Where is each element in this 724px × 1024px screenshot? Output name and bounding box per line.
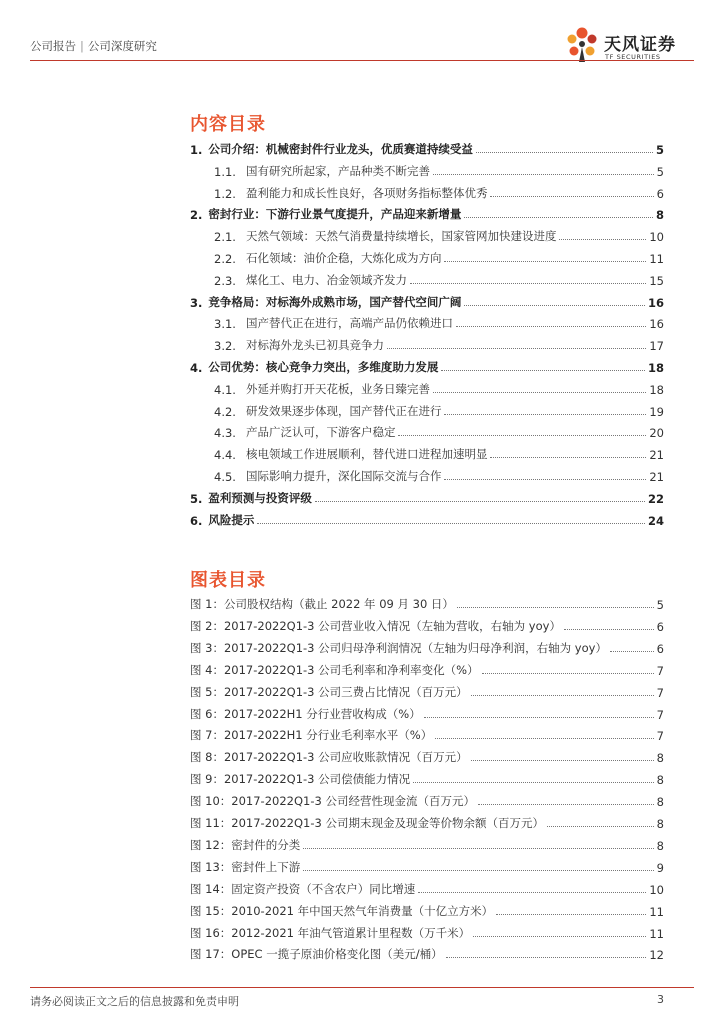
toc-leader-dots <box>410 283 646 284</box>
toc-leader-dots <box>315 501 645 502</box>
toc-leader-dots <box>433 174 654 175</box>
figure-entry[interactable] <box>190 723 664 743</box>
figure-entry[interactable] <box>190 658 664 678</box>
toc-entry-text: 国际影响力提升，深化国际交流与合作 <box>245 469 442 483</box>
figure-entry-page: 12 <box>649 948 664 963</box>
toc-entry-text: 外延并购打开天花板，业务日臻完善 <box>245 381 430 396</box>
figure-entry[interactable] <box>190 636 664 656</box>
toc-leader-dots <box>476 152 653 153</box>
toc-leader-dots <box>257 523 645 524</box>
figure-entry[interactable] <box>190 702 664 722</box>
figure-leader-dots <box>496 914 646 915</box>
toc-leader-dots <box>456 326 646 327</box>
toc-entry[interactable] <box>190 508 664 528</box>
figure-entry-text: 图 4：2017-2022Q1-3 公司毛利率和净利率变化（%） <box>190 662 479 677</box>
figure-entry-text: 图 13：密封件上下游 <box>190 859 301 874</box>
figure-leader-dots <box>610 651 654 652</box>
figure-entry-page: 8 <box>656 795 664 810</box>
figure-entry[interactable] <box>190 767 664 787</box>
figures-title: 图表目录 <box>190 570 266 591</box>
toc-entry[interactable] <box>214 377 664 397</box>
toc-entry-text: 产品广泛认可，下游客户稳定 <box>245 425 396 440</box>
figure-entry[interactable] <box>190 942 664 962</box>
toc-entry-number: 5. <box>190 491 203 506</box>
figure-leader-dots <box>303 870 653 871</box>
toc-entry[interactable] <box>214 159 664 179</box>
toc-leader-dots <box>433 392 646 393</box>
toc-entry-number: 6. <box>190 513 203 528</box>
toc-leader-dots <box>464 217 653 218</box>
toc-leader-dots <box>398 435 646 436</box>
figure-entry-text: 图 7：2017-2022H1 分行业毛利率水平（%） <box>190 728 433 743</box>
toc-entry-page: 17 <box>649 339 664 354</box>
header-report-type: 公司报告 <box>30 39 76 53</box>
toc-entry-number: 1. <box>190 143 203 157</box>
toc-entry-number: 1.1. <box>214 164 236 179</box>
figure-entry-page: 8 <box>656 751 664 766</box>
toc-entry-text: 石化领域：油价企稳，大炼化成为方向 <box>245 251 442 265</box>
toc-entry-page: 5 <box>656 164 664 179</box>
figure-entry-text: 图 15：2010-2021 年中国天然气年消费量（十亿立方米） <box>190 903 494 918</box>
figure-entry-page: 10 <box>649 882 664 897</box>
figure-entry-page: 8 <box>656 773 664 788</box>
toc-entry-page: 8 <box>655 208 664 223</box>
toc-entry-number: 3. <box>190 295 203 310</box>
figure-entry-page: 7 <box>656 707 664 722</box>
figure-entry-page: 7 <box>656 663 664 678</box>
figure-entry[interactable] <box>190 789 664 809</box>
figure-entry-text: 图 5：2017-2022Q1-3 公司三费占比情况（百万元） <box>190 684 468 699</box>
figure-entry-page: 8 <box>656 817 664 831</box>
toc-entry[interactable] <box>214 311 664 331</box>
toc-entry-page: 20 <box>649 426 664 441</box>
toc-entry-text: 研发效果逐步体现，国产替代正在进行 <box>245 403 442 418</box>
figure-entry-text: 图 10：2017-2022Q1-3 公司经营性现金流（百万元） <box>190 794 475 809</box>
toc-entry-number: 4.2. <box>214 404 236 419</box>
figure-leader-dots <box>435 738 653 739</box>
figure-entry-page: 8 <box>656 838 664 853</box>
toc-entry[interactable] <box>214 246 664 266</box>
toc-entry-page: 19 <box>649 404 664 419</box>
toc-title: 内容目录 <box>190 114 266 135</box>
header-report-category: 公司深度研究 <box>87 39 157 53</box>
toc-entry[interactable] <box>190 486 664 506</box>
toc-entry-number: 4.4. <box>214 448 236 463</box>
toc-entry[interactable] <box>214 181 664 201</box>
figure-entry-text: 图 16：2012-2021 年油气管道累计里程数（万千米） <box>190 925 471 940</box>
toc-entry-text: 国产替代正在进行，高端产品仍依赖进口 <box>245 316 453 331</box>
toc-entry-page: 16 <box>649 317 664 332</box>
figure-leader-dots <box>471 760 654 761</box>
figure-entry-text: 图 14：固定资产投资（不含农户）同比增速 <box>190 881 416 896</box>
toc-entry-number: 1.2. <box>214 186 236 201</box>
figure-entry-text: 图 12：密封件的分类 <box>190 837 301 852</box>
toc-entry-text: 盈利能力和成长性良好，各项财务指标整体优秀 <box>245 185 488 200</box>
figure-entry-page: 6 <box>656 619 664 634</box>
toc-entry[interactable] <box>214 420 664 440</box>
figure-leader-dots <box>482 673 654 674</box>
figure-leader-dots <box>446 957 647 958</box>
toc-leader-dots <box>441 370 645 371</box>
figure-leader-dots <box>478 804 654 805</box>
figure-entry[interactable] <box>190 877 664 897</box>
toc-entry-page: 15 <box>649 273 664 288</box>
footer-disclaimer: 请务必阅读正文之后的信息披露和免责申明 <box>30 995 239 1008</box>
toc-entry-number: 4.3. <box>214 426 236 441</box>
toc-entry-page: 16 <box>647 295 664 310</box>
figure-entry-text: 图 8：2017-2022Q1-3 公司应收账款情况（百万元） <box>190 750 468 765</box>
footer-divider <box>30 987 694 988</box>
header-divider <box>30 60 694 61</box>
figure-entry[interactable] <box>190 899 664 919</box>
toc-entry-number: 4. <box>190 361 203 375</box>
toc-entry-number: 2.3. <box>214 273 236 288</box>
figure-entry[interactable] <box>190 680 664 700</box>
toc-entry-text: 公司介绍：机械密封件行业龙头，优质赛道持续受益 <box>208 142 473 156</box>
toc-entry[interactable] <box>214 399 664 419</box>
toc-leader-dots <box>444 479 646 480</box>
toc-entry-text: 密封行业：下游行业景气度提升，产品迎来新增量 <box>208 207 462 222</box>
figure-entry[interactable] <box>190 811 664 831</box>
toc-entry-text: 煤化工、电力、冶金领域齐发力 <box>245 272 407 287</box>
toc-entry-page: 18 <box>647 361 664 375</box>
figure-leader-dots <box>418 892 646 893</box>
figure-entry-page: 6 <box>656 641 664 656</box>
logo-subtitle: TF SECURITIES <box>605 53 661 61</box>
figure-entry-text: 图 17：OPEC 一揽子原油价格变化图（美元/桶） <box>190 947 443 962</box>
figure-leader-dots <box>547 826 654 827</box>
toc-entry-number: 2.2. <box>214 252 236 266</box>
figure-leader-dots <box>564 629 654 630</box>
figure-entry-page: 11 <box>649 926 664 941</box>
toc-entry-number: 3.2. <box>214 339 236 354</box>
header-separator: | <box>80 39 84 53</box>
figure-entry[interactable] <box>190 592 664 612</box>
figure-entry-page: 7 <box>656 685 664 700</box>
logo-flower-icon <box>562 24 602 64</box>
figure-entry-page: 7 <box>656 729 664 744</box>
toc-entry[interactable] <box>190 290 664 310</box>
toc-leader-dots <box>490 196 653 197</box>
toc-entry-number: 4.1. <box>214 382 236 397</box>
toc-entry-number: 2.1. <box>214 230 236 245</box>
figure-leader-dots <box>424 717 654 718</box>
toc-entry[interactable] <box>214 333 664 353</box>
toc-leader-dots <box>444 414 646 415</box>
toc-entry[interactable] <box>190 202 664 222</box>
toc-entry-text: 风险提示 <box>208 512 255 527</box>
figure-leader-dots <box>303 848 653 849</box>
figure-leader-dots <box>471 695 654 696</box>
toc-entry-number: 2. <box>190 208 203 223</box>
toc-leader-dots <box>387 348 646 349</box>
toc-entry-page: 10 <box>649 230 664 245</box>
figure-entry-text: 图 6：2017-2022H1 分行业营收构成（%） <box>190 706 421 721</box>
figure-leader-dots <box>413 782 654 783</box>
toc-entry-page: 24 <box>647 513 664 528</box>
page-number: 3 <box>657 993 664 1006</box>
toc-entry-text: 核电领域工作进展顺利，替代进口进程加速明显 <box>245 447 488 462</box>
figure-entry-text: 图 1：公司股权结构（截止 2022 年 09 月 30 日） <box>190 597 454 611</box>
toc-entry-text: 对标海外龙头已初具竞争力 <box>245 338 384 353</box>
figure-leader-dots <box>457 607 654 608</box>
toc-entry[interactable] <box>214 442 664 462</box>
figure-entry[interactable] <box>190 614 664 634</box>
toc-entry-text: 竞争格局：对标海外成熟市场，国产替代空间广阔 <box>208 294 462 309</box>
toc-entry-text: 天然气领域：天然气消费量持续增长，国家管网加快建设进度 <box>245 229 557 244</box>
toc-entry-number: 3.1. <box>214 317 236 332</box>
figure-entry[interactable] <box>190 921 664 941</box>
toc-entry-number: 4.5. <box>214 470 236 484</box>
toc-leader-dots <box>464 305 645 306</box>
figure-entry-text: 图 3：2017-2022Q1-3 公司归母净利润情况（左轴为归母净利润，右轴为 yoy） <box>190 640 607 655</box>
toc-entry-text: 公司优势：核心竞争力突出，多维度助力发展 <box>208 360 439 374</box>
figure-entry-page: 9 <box>656 860 664 875</box>
toc-entry-page: 11 <box>649 252 664 266</box>
figure-entry[interactable] <box>190 833 664 853</box>
figure-entry-page: 11 <box>649 904 664 919</box>
toc-leader-dots <box>490 457 646 458</box>
toc-entry-page: 21 <box>649 470 664 484</box>
toc-entry[interactable] <box>214 268 664 288</box>
figure-leader-dots <box>473 936 646 937</box>
toc-entry[interactable] <box>214 464 664 484</box>
toc-entry[interactable] <box>190 355 664 375</box>
toc-leader-dots <box>559 239 646 240</box>
figure-entry[interactable] <box>190 745 664 765</box>
toc-entry-page: 5 <box>655 143 664 157</box>
toc-entry[interactable] <box>190 137 664 157</box>
toc-entry-page: 6 <box>656 186 664 201</box>
toc-leader-dots <box>444 261 646 262</box>
figure-entry[interactable] <box>190 855 664 875</box>
toc-entry-text: 国有研究所起家，产品种类不断完善 <box>245 163 430 178</box>
logo-name: 天风证券 <box>604 35 676 55</box>
toc-entry[interactable] <box>214 224 664 244</box>
figure-entry-text: 图 11：2017-2022Q1-3 公司期末现金及现金等价物余额（百万元） <box>190 816 544 830</box>
figure-entry-page: 5 <box>656 598 664 612</box>
toc-entry-page: 21 <box>649 448 664 463</box>
report-header <box>30 38 157 54</box>
toc-entry-page: 18 <box>649 382 664 397</box>
figure-entry-text: 图 9：2017-2022Q1-3 公司偿债能力情况 <box>190 772 411 787</box>
toc-entry-text: 盈利预测与投资评级 <box>208 490 312 505</box>
toc-entry-page: 22 <box>647 491 664 506</box>
figure-entry-text: 图 2：2017-2022Q1-3 公司营业收入情况（左轴为营收，右轴为 yoy） <box>190 618 561 633</box>
